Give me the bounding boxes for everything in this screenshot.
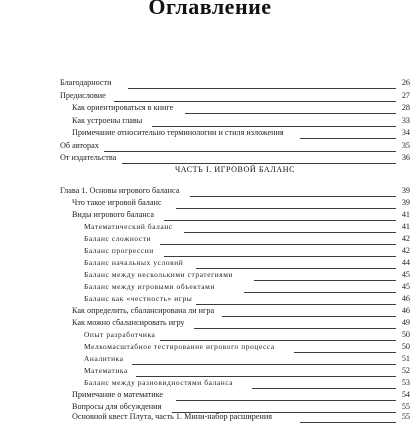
toc-entry-label: Баланс прогрессии bbox=[84, 246, 154, 255]
toc-entry-page: 41 bbox=[401, 222, 410, 231]
toc-entry[interactable] bbox=[72, 127, 410, 139]
toc-entry-label: Аналитика bbox=[84, 354, 124, 363]
toc-entry-page: 45 bbox=[401, 282, 410, 291]
toc-entry-page: 52 bbox=[401, 366, 410, 375]
toc-entry[interactable] bbox=[72, 389, 410, 401]
toc-entry-label: Баланс между игровыми объектами bbox=[84, 282, 216, 291]
toc-entry[interactable] bbox=[84, 365, 410, 377]
toc-entry-label: Опыт разработчика bbox=[84, 330, 156, 339]
toc-entry[interactable] bbox=[84, 293, 410, 305]
toc-entry[interactable] bbox=[72, 317, 410, 329]
toc-entry-label: Как можно сбалансировать игру bbox=[72, 318, 185, 327]
toc-entry[interactable] bbox=[60, 90, 410, 102]
toc-entry-page: 50 bbox=[401, 330, 410, 339]
toc-entry[interactable] bbox=[84, 245, 410, 257]
toc-entry-page: 41 bbox=[401, 210, 410, 219]
page-title: Оглавление bbox=[148, 0, 272, 19]
toc-entry-page: 34 bbox=[401, 128, 410, 137]
toc-entry-label: Благодарности bbox=[60, 78, 112, 87]
toc-entry[interactable] bbox=[84, 341, 410, 353]
toc-entry[interactable] bbox=[72, 209, 410, 221]
toc-entry-page: 28 bbox=[401, 103, 410, 112]
toc-entry-label: Баланс сложности bbox=[84, 234, 152, 243]
leader-line bbox=[128, 88, 396, 89]
toc-entry-page: 39 bbox=[401, 198, 410, 207]
toc-entry-page: 42 bbox=[401, 234, 410, 243]
toc-entry-page: 55 bbox=[401, 402, 410, 411]
toc-entry[interactable] bbox=[60, 152, 410, 164]
toc-entry-page: 42 bbox=[401, 246, 410, 255]
toc-entry[interactable] bbox=[60, 140, 410, 152]
toc-entry-label: Баланс между несколькими стратегиями bbox=[84, 270, 234, 279]
toc-entry-label: Как устроены главы bbox=[72, 116, 143, 125]
toc-entry-page: 53 bbox=[401, 378, 410, 387]
toc-entry-label: Вопросы для обсуждения bbox=[72, 402, 162, 411]
toc-entry-label: Виды игрового баланса bbox=[72, 210, 155, 219]
toc-entry-page: 45 bbox=[401, 270, 410, 279]
toc-entry-page: 35 bbox=[401, 141, 410, 150]
toc-entry-label: Математический баланс bbox=[84, 222, 173, 231]
toc-entry[interactable] bbox=[84, 233, 410, 245]
toc-entry-page: 33 bbox=[401, 116, 410, 125]
toc-entry-label: Как определить, сбалансирована ли игра bbox=[72, 306, 215, 315]
toc-entry[interactable] bbox=[84, 269, 410, 281]
toc-entry-page: 46 bbox=[401, 294, 410, 303]
toc-entry-label: От издательства bbox=[60, 153, 117, 162]
toc-entry-label: Примечание относительно терминологии и стиля изложения bbox=[72, 128, 284, 137]
toc-entry[interactable] bbox=[72, 102, 410, 114]
toc-entry-label: Баланс как «честность» игры bbox=[84, 294, 193, 303]
toc-entry-label: Баланс между разновидностями баланса bbox=[84, 378, 234, 387]
toc-entry-page: 51 bbox=[401, 354, 410, 363]
toc-entry-page: 54 bbox=[401, 390, 410, 399]
toc-entry[interactable] bbox=[84, 281, 410, 293]
toc-entry-page: 44 bbox=[401, 258, 410, 267]
toc-entry-label: Основной квест Плута, часть 1. Мини-набор расширения bbox=[72, 412, 272, 421]
toc-entry[interactable] bbox=[72, 411, 410, 423]
toc-entry-page: 26 bbox=[401, 78, 410, 87]
toc-entry[interactable] bbox=[60, 185, 410, 197]
toc-entry[interactable] bbox=[72, 305, 410, 317]
toc-entry[interactable] bbox=[60, 77, 410, 89]
toc-entry[interactable] bbox=[84, 353, 410, 365]
toc-entry-page: 46 bbox=[401, 306, 410, 315]
toc-entry-page: 49 bbox=[401, 318, 410, 327]
toc-entry[interactable] bbox=[72, 197, 410, 209]
toc-entry-label: Математика bbox=[84, 366, 128, 375]
toc-entry-label: Глава 1. Основы игрового баланса bbox=[60, 186, 180, 195]
toc-entry-label: Мелкомасштабное тестирование игрового процесса bbox=[84, 342, 275, 351]
toc-entry[interactable] bbox=[84, 257, 410, 269]
toc-entry-label: Предисловие bbox=[60, 91, 106, 100]
leader-line bbox=[185, 113, 396, 114]
toc-entry-page: 36 bbox=[401, 153, 410, 162]
part-heading: ЧАСТЬ I. ИГРОВОЙ БАЛАНС bbox=[174, 165, 296, 174]
toc-entry[interactable] bbox=[84, 377, 410, 389]
toc-entry-page: 55 bbox=[401, 412, 410, 421]
toc-entry-label: Примечание о математике bbox=[72, 390, 164, 399]
toc-entry[interactable] bbox=[72, 115, 410, 127]
toc-entry-label: Как ориентироваться в книге bbox=[72, 103, 174, 112]
toc-entry-label: Что такое игровой баланс bbox=[72, 198, 162, 207]
leader-line bbox=[300, 138, 396, 139]
toc-entry-label: Об авторах bbox=[60, 141, 99, 150]
toc-entry-page: 50 bbox=[401, 342, 410, 351]
toc-entry[interactable] bbox=[84, 221, 410, 233]
toc-entry-page: 39 bbox=[401, 186, 410, 195]
toc-entry-page: 27 bbox=[401, 91, 410, 100]
toc-entry[interactable] bbox=[84, 329, 410, 341]
leader-line bbox=[122, 163, 396, 164]
toc-entry-label: Баланс начальных условий bbox=[84, 258, 184, 267]
